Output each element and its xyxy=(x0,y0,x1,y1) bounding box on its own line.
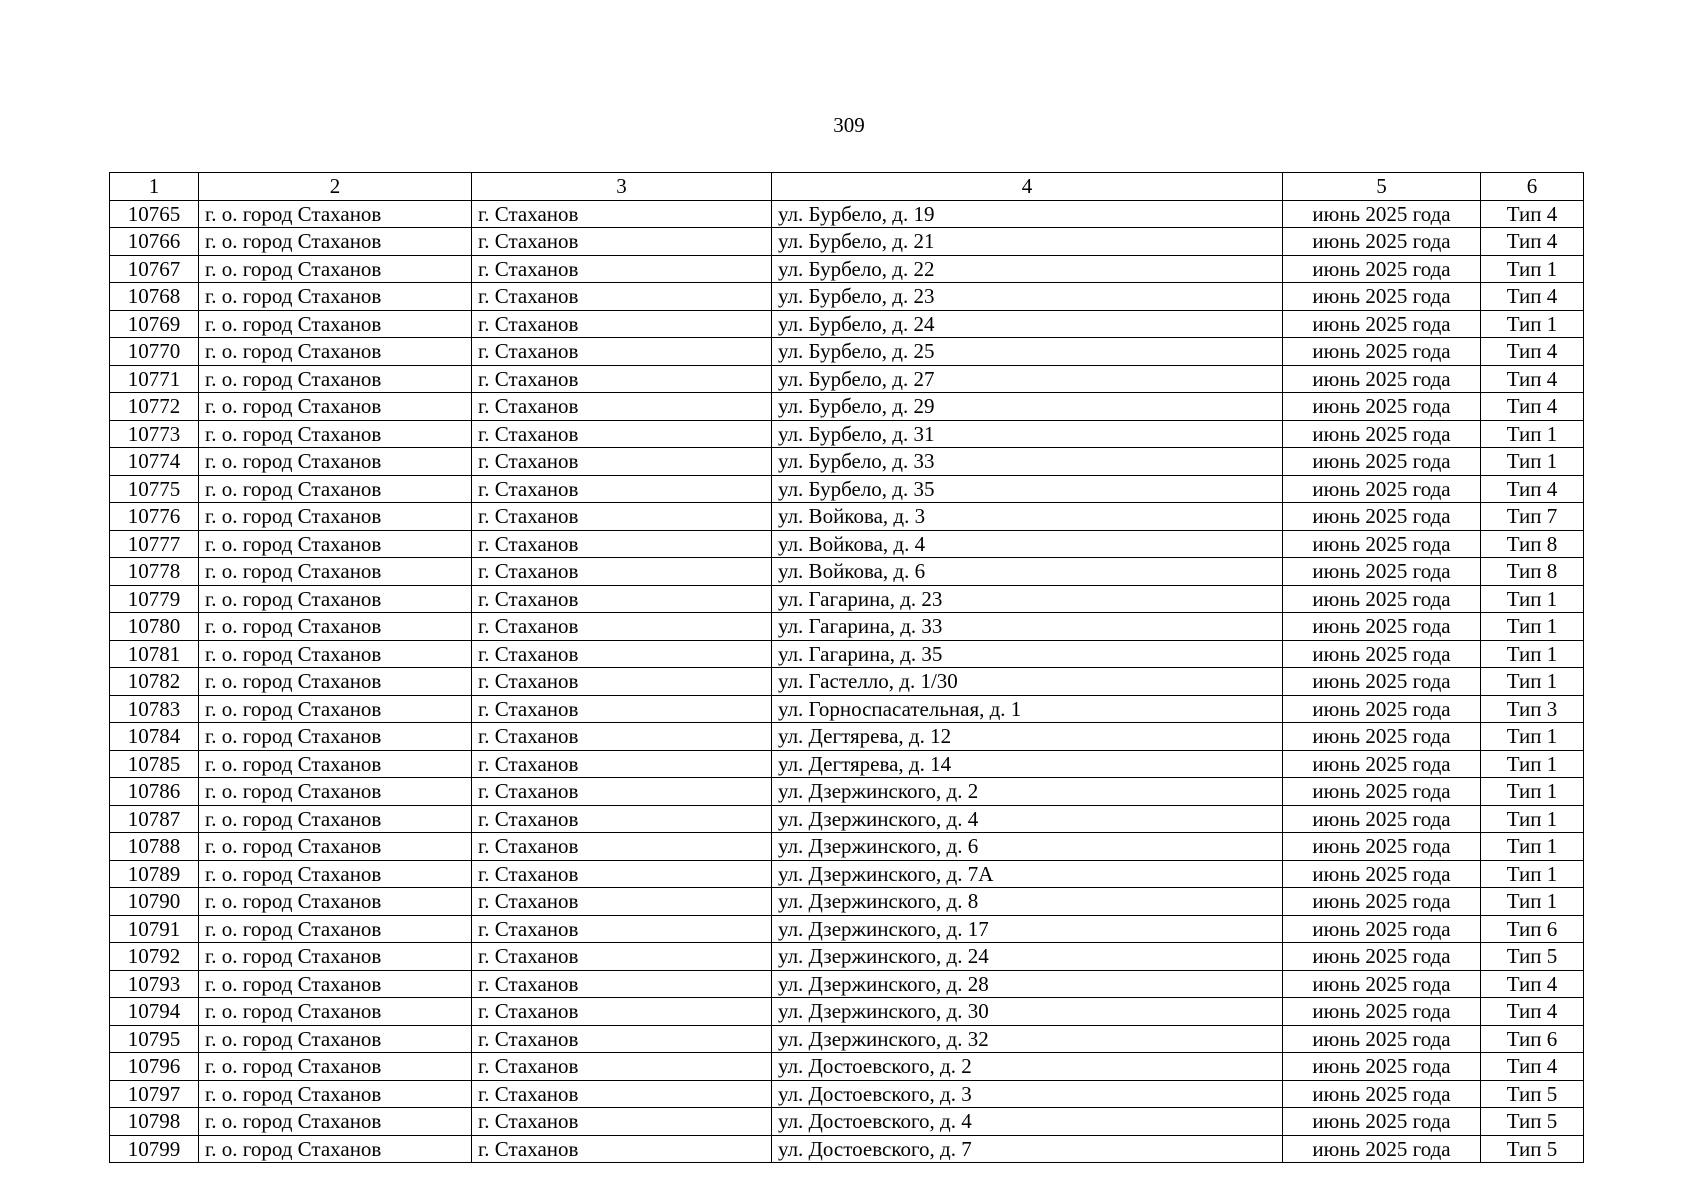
district-cell: г. о. город Стаханов xyxy=(199,365,472,393)
period-cell: июнь 2025 года xyxy=(1283,750,1481,778)
period-cell: июнь 2025 года xyxy=(1283,585,1481,613)
city-cell: г. Стаханов xyxy=(472,255,772,283)
column-header-5: 5 xyxy=(1283,173,1481,201)
table-row xyxy=(110,805,1584,833)
period-cell: июнь 2025 года xyxy=(1283,448,1481,476)
period-cell: июнь 2025 года xyxy=(1283,943,1481,971)
row-number-cell: 10765 xyxy=(110,200,199,228)
type-cell: Тип 5 xyxy=(1481,943,1584,971)
address-cell: ул. Бурбело, д. 21 xyxy=(772,228,1283,256)
period-cell: июнь 2025 года xyxy=(1283,970,1481,998)
district-cell: г. о. город Стаханов xyxy=(199,998,472,1026)
table-row xyxy=(110,1108,1584,1136)
city-cell: г. Стаханов xyxy=(472,778,772,806)
type-cell: Тип 1 xyxy=(1481,585,1584,613)
row-number-cell: 10785 xyxy=(110,750,199,778)
address-cell: ул. Дзержинского, д. 7А xyxy=(772,860,1283,888)
table-row xyxy=(110,723,1584,751)
column-header-6: 6 xyxy=(1481,173,1584,201)
row-number-cell: 10776 xyxy=(110,503,199,531)
type-cell: Тип 4 xyxy=(1481,228,1584,256)
city-cell: г. Стаханов xyxy=(472,640,772,668)
district-cell: г. о. город Стаханов xyxy=(199,475,472,503)
type-cell: Тип 6 xyxy=(1481,915,1584,943)
period-cell: июнь 2025 года xyxy=(1283,613,1481,641)
city-cell: г. Стаханов xyxy=(472,750,772,778)
table-row xyxy=(110,1025,1584,1053)
district-cell: г. о. город Стаханов xyxy=(199,448,472,476)
type-cell: Тип 1 xyxy=(1481,613,1584,641)
city-cell: г. Стаханов xyxy=(472,1080,772,1108)
type-cell: Тип 1 xyxy=(1481,255,1584,283)
district-cell: г. о. город Стаханов xyxy=(199,915,472,943)
address-cell: ул. Достоевского, д. 3 xyxy=(772,1080,1283,1108)
district-cell: г. о. город Стаханов xyxy=(199,723,472,751)
table-row xyxy=(110,1080,1584,1108)
table-row xyxy=(110,420,1584,448)
period-cell: июнь 2025 года xyxy=(1283,778,1481,806)
type-cell: Тип 8 xyxy=(1481,530,1584,558)
table-header xyxy=(110,173,1584,201)
type-cell: Тип 4 xyxy=(1481,283,1584,311)
column-header-4: 4 xyxy=(772,173,1283,201)
period-cell: июнь 2025 года xyxy=(1283,200,1481,228)
city-cell: г. Стаханов xyxy=(472,338,772,366)
address-cell: ул. Гастелло, д. 1/30 xyxy=(772,668,1283,696)
row-number-cell: 10775 xyxy=(110,475,199,503)
district-cell: г. о. город Стаханов xyxy=(199,200,472,228)
city-cell: г. Стаханов xyxy=(472,558,772,586)
type-cell: Тип 8 xyxy=(1481,558,1584,586)
address-cell: ул. Бурбело, д. 35 xyxy=(772,475,1283,503)
table-row xyxy=(110,475,1584,503)
row-number-cell: 10797 xyxy=(110,1080,199,1108)
address-cell: ул. Дзержинского, д. 4 xyxy=(772,805,1283,833)
district-cell: г. о. город Стаханов xyxy=(199,833,472,861)
city-cell: г. Стаханов xyxy=(472,695,772,723)
type-cell: Тип 5 xyxy=(1481,1080,1584,1108)
district-cell: г. о. город Стаханов xyxy=(199,228,472,256)
district-cell: г. о. город Стаханов xyxy=(199,558,472,586)
row-number-cell: 10777 xyxy=(110,530,199,558)
city-cell: г. Стаханов xyxy=(472,998,772,1026)
address-cell: ул. Дзержинского, д. 8 xyxy=(772,888,1283,916)
address-cell: ул. Дегтярева, д. 12 xyxy=(772,723,1283,751)
table-row xyxy=(110,558,1584,586)
city-cell: г. Стаханов xyxy=(472,503,772,531)
address-cell: ул. Бурбело, д. 25 xyxy=(772,338,1283,366)
district-cell: г. о. город Стаханов xyxy=(199,640,472,668)
city-cell: г. Стаханов xyxy=(472,1108,772,1136)
address-cell: ул. Дзержинского, д. 30 xyxy=(772,998,1283,1026)
row-number-cell: 10768 xyxy=(110,283,199,311)
city-cell: г. Стаханов xyxy=(472,915,772,943)
city-cell: г. Стаханов xyxy=(472,200,772,228)
address-cell: ул. Войкова, д. 6 xyxy=(772,558,1283,586)
address-cell: ул. Дзержинского, д. 6 xyxy=(772,833,1283,861)
period-cell: июнь 2025 года xyxy=(1283,695,1481,723)
row-number-cell: 10790 xyxy=(110,888,199,916)
registry-table xyxy=(109,172,1584,1163)
type-cell: Тип 4 xyxy=(1481,338,1584,366)
district-cell: г. о. город Стаханов xyxy=(199,530,472,558)
district-cell: г. о. город Стаханов xyxy=(199,860,472,888)
column-header-3: 3 xyxy=(472,173,772,201)
address-cell: ул. Бурбело, д. 27 xyxy=(772,365,1283,393)
city-cell: г. Стаханов xyxy=(472,228,772,256)
table-row xyxy=(110,228,1584,256)
period-cell: июнь 2025 года xyxy=(1283,1025,1481,1053)
city-cell: г. Стаханов xyxy=(472,943,772,971)
address-cell: ул. Гагарина, д. 23 xyxy=(772,585,1283,613)
address-cell: ул. Бурбело, д. 24 xyxy=(772,310,1283,338)
table-row xyxy=(110,640,1584,668)
city-cell: г. Стаханов xyxy=(472,970,772,998)
address-cell: ул. Дзержинского, д. 28 xyxy=(772,970,1283,998)
type-cell: Тип 6 xyxy=(1481,1025,1584,1053)
address-cell: ул. Войкова, д. 4 xyxy=(772,530,1283,558)
row-number-cell: 10773 xyxy=(110,420,199,448)
type-cell: Тип 1 xyxy=(1481,860,1584,888)
period-cell: июнь 2025 года xyxy=(1283,1080,1481,1108)
table-row xyxy=(110,1135,1584,1163)
row-number-cell: 10786 xyxy=(110,778,199,806)
period-cell: июнь 2025 года xyxy=(1283,805,1481,833)
table-row xyxy=(110,613,1584,641)
district-cell: г. о. город Стаханов xyxy=(199,613,472,641)
row-number-cell: 10791 xyxy=(110,915,199,943)
row-number-cell: 10766 xyxy=(110,228,199,256)
type-cell: Тип 1 xyxy=(1481,310,1584,338)
period-cell: июнь 2025 года xyxy=(1283,915,1481,943)
row-number-cell: 10770 xyxy=(110,338,199,366)
city-cell: г. Стаханов xyxy=(472,1135,772,1163)
address-cell: ул. Бурбело, д. 29 xyxy=(772,393,1283,421)
table-row xyxy=(110,860,1584,888)
address-cell: ул. Войкова, д. 3 xyxy=(772,503,1283,531)
city-cell: г. Стаханов xyxy=(472,393,772,421)
district-cell: г. о. город Стаханов xyxy=(199,695,472,723)
district-cell: г. о. город Стаханов xyxy=(199,943,472,971)
table-row xyxy=(110,695,1584,723)
period-cell: июнь 2025 года xyxy=(1283,668,1481,696)
district-cell: г. о. город Стаханов xyxy=(199,1025,472,1053)
table-row xyxy=(110,283,1584,311)
district-cell: г. о. город Стаханов xyxy=(199,503,472,531)
column-header-1: 1 xyxy=(110,173,199,201)
district-cell: г. о. город Стаханов xyxy=(199,255,472,283)
period-cell: июнь 2025 года xyxy=(1283,283,1481,311)
row-number-cell: 10772 xyxy=(110,393,199,421)
period-cell: июнь 2025 года xyxy=(1283,723,1481,751)
district-cell: г. о. город Стаханов xyxy=(199,585,472,613)
table-row xyxy=(110,200,1584,228)
address-cell: ул. Дзержинского, д. 32 xyxy=(772,1025,1283,1053)
type-cell: Тип 3 xyxy=(1481,695,1584,723)
district-cell: г. о. город Стаханов xyxy=(199,1108,472,1136)
period-cell: июнь 2025 года xyxy=(1283,420,1481,448)
district-cell: г. о. город Стаханов xyxy=(199,888,472,916)
table-row xyxy=(110,915,1584,943)
city-cell: г. Стаханов xyxy=(472,530,772,558)
city-cell: г. Стаханов xyxy=(472,283,772,311)
type-cell: Тип 4 xyxy=(1481,998,1584,1026)
district-cell: г. о. город Стаханов xyxy=(199,393,472,421)
district-cell: г. о. город Стаханов xyxy=(199,310,472,338)
city-cell: г. Стаханов xyxy=(472,1025,772,1053)
row-number-cell: 10798 xyxy=(110,1108,199,1136)
table-row xyxy=(110,585,1584,613)
type-cell: Тип 1 xyxy=(1481,448,1584,476)
city-cell: г. Стаханов xyxy=(472,723,772,751)
table-row xyxy=(110,310,1584,338)
row-number-cell: 10792 xyxy=(110,943,199,971)
type-cell: Тип 1 xyxy=(1481,640,1584,668)
address-cell: ул. Бурбело, д. 31 xyxy=(772,420,1283,448)
table-row xyxy=(110,970,1584,998)
address-cell: ул. Дзержинского, д. 17 xyxy=(772,915,1283,943)
type-cell: Тип 1 xyxy=(1481,833,1584,861)
period-cell: июнь 2025 года xyxy=(1283,475,1481,503)
period-cell: июнь 2025 года xyxy=(1283,310,1481,338)
district-cell: г. о. город Стаханов xyxy=(199,668,472,696)
address-cell: ул. Бурбело, д. 22 xyxy=(772,255,1283,283)
period-cell: июнь 2025 года xyxy=(1283,1135,1481,1163)
row-number-cell: 10788 xyxy=(110,833,199,861)
district-cell: г. о. город Стаханов xyxy=(199,283,472,311)
row-number-cell: 10783 xyxy=(110,695,199,723)
district-cell: г. о. город Стаханов xyxy=(199,1135,472,1163)
row-number-cell: 10778 xyxy=(110,558,199,586)
address-cell: ул. Бурбело, д. 19 xyxy=(772,200,1283,228)
row-number-cell: 10771 xyxy=(110,365,199,393)
type-cell: Тип 1 xyxy=(1481,888,1584,916)
city-cell: г. Стаханов xyxy=(472,365,772,393)
row-number-cell: 10767 xyxy=(110,255,199,283)
city-cell: г. Стаханов xyxy=(472,860,772,888)
address-cell: ул. Дегтярева, д. 14 xyxy=(772,750,1283,778)
page-number: 309 xyxy=(833,113,865,137)
row-number-cell: 10784 xyxy=(110,723,199,751)
period-cell: июнь 2025 года xyxy=(1283,228,1481,256)
type-cell: Тип 4 xyxy=(1481,475,1584,503)
row-number-cell: 10794 xyxy=(110,998,199,1026)
address-cell: ул. Гагарина, д. 35 xyxy=(772,640,1283,668)
address-cell: ул. Бурбело, д. 23 xyxy=(772,283,1283,311)
district-cell: г. о. город Стаханов xyxy=(199,1053,472,1081)
row-number-cell: 10781 xyxy=(110,640,199,668)
table-row xyxy=(110,998,1584,1026)
table-body xyxy=(110,200,1584,1163)
address-cell: ул. Дзержинского, д. 24 xyxy=(772,943,1283,971)
row-number-cell: 10779 xyxy=(110,585,199,613)
column-header-2: 2 xyxy=(199,173,472,201)
type-cell: Тип 7 xyxy=(1481,503,1584,531)
district-cell: г. о. город Стаханов xyxy=(199,805,472,833)
type-cell: Тип 1 xyxy=(1481,805,1584,833)
district-cell: г. о. город Стаханов xyxy=(199,1080,472,1108)
row-number-cell: 10799 xyxy=(110,1135,199,1163)
type-cell: Тип 1 xyxy=(1481,778,1584,806)
period-cell: июнь 2025 года xyxy=(1283,558,1481,586)
period-cell: июнь 2025 года xyxy=(1283,860,1481,888)
table-row xyxy=(110,530,1584,558)
type-cell: Тип 4 xyxy=(1481,1053,1584,1081)
address-cell: ул. Дзержинского, д. 2 xyxy=(772,778,1283,806)
row-number-cell: 10774 xyxy=(110,448,199,476)
district-cell: г. о. город Стаханов xyxy=(199,420,472,448)
type-cell: Тип 4 xyxy=(1481,200,1584,228)
row-number-cell: 10795 xyxy=(110,1025,199,1053)
period-cell: июнь 2025 года xyxy=(1283,888,1481,916)
period-cell: июнь 2025 года xyxy=(1283,998,1481,1026)
row-number-cell: 10793 xyxy=(110,970,199,998)
city-cell: г. Стаханов xyxy=(472,833,772,861)
address-cell: ул. Достоевского, д. 4 xyxy=(772,1108,1283,1136)
city-cell: г. Стаханов xyxy=(472,420,772,448)
header-row xyxy=(110,173,1584,201)
city-cell: г. Стаханов xyxy=(472,613,772,641)
type-cell: Тип 4 xyxy=(1481,970,1584,998)
city-cell: г. Стаханов xyxy=(472,585,772,613)
row-number-cell: 10769 xyxy=(110,310,199,338)
period-cell: июнь 2025 года xyxy=(1283,338,1481,366)
city-cell: г. Стаханов xyxy=(472,668,772,696)
table-row xyxy=(110,668,1584,696)
district-cell: г. о. город Стаханов xyxy=(199,750,472,778)
period-cell: июнь 2025 года xyxy=(1283,365,1481,393)
table-row xyxy=(110,943,1584,971)
district-cell: г. о. город Стаханов xyxy=(199,970,472,998)
city-cell: г. Стаханов xyxy=(472,888,772,916)
address-cell: ул. Достоевского, д. 2 xyxy=(772,1053,1283,1081)
table-row xyxy=(110,338,1584,366)
table-row xyxy=(110,255,1584,283)
row-number-cell: 10780 xyxy=(110,613,199,641)
period-cell: июнь 2025 года xyxy=(1283,393,1481,421)
district-cell: г. о. город Стаханов xyxy=(199,338,472,366)
row-number-cell: 10796 xyxy=(110,1053,199,1081)
row-number-cell: 10787 xyxy=(110,805,199,833)
table-row xyxy=(110,778,1584,806)
row-number-cell: 10789 xyxy=(110,860,199,888)
period-cell: июнь 2025 года xyxy=(1283,255,1481,283)
address-cell: ул. Горноспасательная, д. 1 xyxy=(772,695,1283,723)
period-cell: июнь 2025 года xyxy=(1283,1053,1481,1081)
type-cell: Тип 5 xyxy=(1481,1108,1584,1136)
address-cell: ул. Гагарина, д. 33 xyxy=(772,613,1283,641)
table-row xyxy=(110,833,1584,861)
table-row xyxy=(110,448,1584,476)
period-cell: июнь 2025 года xyxy=(1283,1108,1481,1136)
type-cell: Тип 5 xyxy=(1481,1135,1584,1163)
table-row xyxy=(110,750,1584,778)
period-cell: июнь 2025 года xyxy=(1283,530,1481,558)
type-cell: Тип 1 xyxy=(1481,420,1584,448)
address-cell: ул. Бурбело, д. 33 xyxy=(772,448,1283,476)
district-cell: г. о. город Стаханов xyxy=(199,778,472,806)
table-row xyxy=(110,393,1584,421)
type-cell: Тип 1 xyxy=(1481,750,1584,778)
table-row xyxy=(110,888,1584,916)
city-cell: г. Стаханов xyxy=(472,1053,772,1081)
type-cell: Тип 4 xyxy=(1481,365,1584,393)
type-cell: Тип 1 xyxy=(1481,723,1584,751)
type-cell: Тип 1 xyxy=(1481,668,1584,696)
city-cell: г. Стаханов xyxy=(472,475,772,503)
table-row xyxy=(110,365,1584,393)
table-row xyxy=(110,503,1584,531)
type-cell: Тип 4 xyxy=(1481,393,1584,421)
period-cell: июнь 2025 года xyxy=(1283,640,1481,668)
address-cell: ул. Достоевского, д. 7 xyxy=(772,1135,1283,1163)
table-row xyxy=(110,1053,1584,1081)
city-cell: г. Стаханов xyxy=(472,310,772,338)
period-cell: июнь 2025 года xyxy=(1283,503,1481,531)
period-cell: июнь 2025 года xyxy=(1283,833,1481,861)
city-cell: г. Стаханов xyxy=(472,805,772,833)
city-cell: г. Стаханов xyxy=(472,448,772,476)
row-number-cell: 10782 xyxy=(110,668,199,696)
